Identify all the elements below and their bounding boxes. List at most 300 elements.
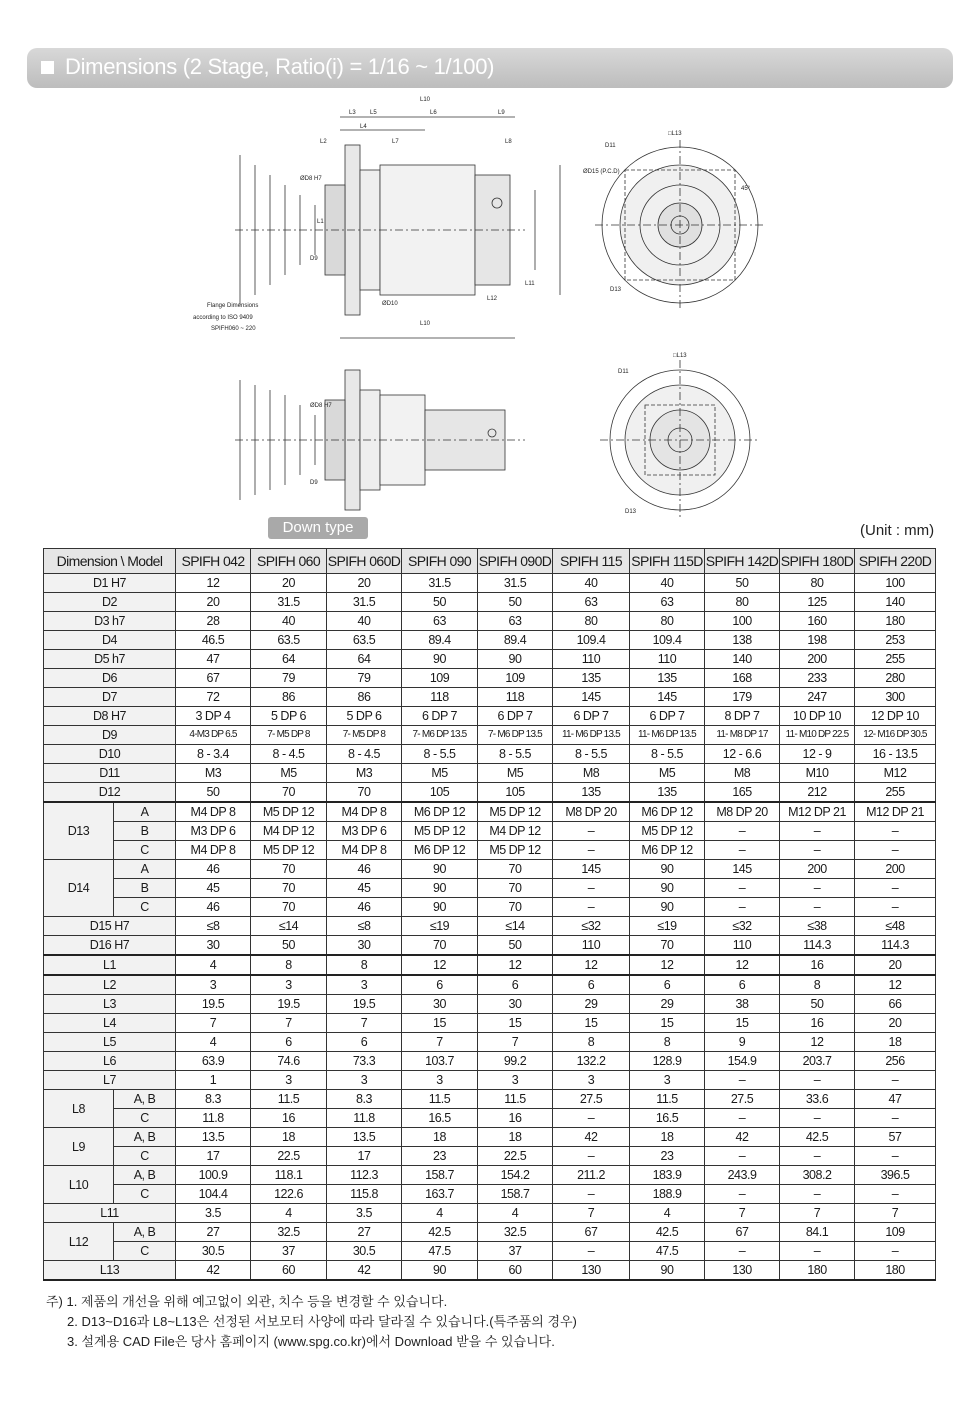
table-row: [44, 822, 936, 841]
value-cell: ≤14: [478, 917, 553, 936]
value-cell: 118.1: [251, 1166, 327, 1185]
value-cell: 70: [478, 860, 553, 879]
sub-type-label: C: [114, 1242, 176, 1261]
value-cell: 16: [780, 955, 855, 975]
model-header: SPIFH 142D: [705, 549, 780, 574]
dimension-label: L7: [44, 1071, 176, 1090]
value-cell: 46: [327, 898, 402, 917]
value-cell: 109.4: [553, 631, 630, 650]
value-cell: 212: [780, 783, 855, 803]
value-cell: 6 DP 7: [630, 707, 705, 726]
value-cell: 42.5: [402, 1223, 478, 1242]
table-row: [44, 745, 936, 764]
value-cell: 18: [402, 1128, 478, 1147]
value-cell: 3: [553, 1071, 630, 1090]
dimension-label: D4: [44, 631, 176, 650]
value-cell: 4: [176, 1033, 251, 1052]
value-cell: –: [780, 841, 855, 860]
dimension-label: D1 H7: [44, 574, 176, 593]
value-cell: M5 DP 12: [251, 802, 327, 822]
value-cell: 16 - 13.5: [855, 745, 936, 764]
value-cell: 32.5: [251, 1223, 327, 1242]
value-cell: 118: [402, 688, 478, 707]
value-cell: M4 DP 8: [176, 802, 251, 822]
value-cell: 22.5: [251, 1147, 327, 1166]
value-cell: 256: [855, 1052, 936, 1071]
value-cell: 89.4: [402, 631, 478, 650]
value-cell: 110: [630, 650, 705, 669]
value-cell: M10: [780, 764, 855, 783]
value-cell: M8 DP 20: [705, 802, 780, 822]
value-cell: 31.5: [251, 593, 327, 612]
value-cell: –: [705, 841, 780, 860]
value-cell: 18: [251, 1128, 327, 1147]
value-cell: 31.5: [402, 574, 478, 593]
value-cell: 12: [478, 955, 553, 975]
value-cell: M4 DP 12: [478, 822, 553, 841]
value-cell: –: [855, 1242, 936, 1261]
value-cell: 16: [478, 1109, 553, 1128]
value-cell: 16.5: [630, 1109, 705, 1128]
value-cell: 90: [630, 1261, 705, 1281]
value-cell: ≤14: [251, 917, 327, 936]
value-cell: 135: [553, 783, 630, 803]
dimension-label: L9: [44, 1128, 114, 1166]
value-cell: 32.5: [478, 1223, 553, 1242]
value-cell: 7: [327, 1014, 402, 1033]
value-cell: 168: [705, 669, 780, 688]
value-cell: 67: [176, 669, 251, 688]
value-cell: 90: [630, 860, 705, 879]
value-cell: M8: [553, 764, 630, 783]
label-d8: ØD8 H7: [300, 176, 322, 182]
table-row: [44, 975, 936, 995]
value-cell: 63.5: [327, 631, 402, 650]
table-row: [44, 995, 936, 1014]
value-cell: 17: [327, 1147, 402, 1166]
value-cell: 63: [630, 593, 705, 612]
value-cell: 42: [553, 1128, 630, 1147]
table-row: [44, 1223, 936, 1242]
dimension-label: D6: [44, 669, 176, 688]
value-cell: –: [855, 822, 936, 841]
table-row: [44, 1109, 936, 1128]
value-cell: 11- M10 DP 22.5: [780, 726, 855, 745]
dimension-label: L13: [44, 1261, 176, 1281]
value-cell: 4: [176, 955, 251, 975]
value-cell: –: [780, 879, 855, 898]
dimension-label: D5 h7: [44, 650, 176, 669]
value-cell: 165: [705, 783, 780, 803]
value-cell: 18: [478, 1128, 553, 1147]
value-cell: 40: [553, 574, 630, 593]
value-cell: 73.3: [327, 1052, 402, 1071]
value-cell: 27.5: [705, 1090, 780, 1109]
value-cell: 70: [630, 936, 705, 956]
label-l11: L11: [525, 281, 535, 287]
value-cell: 11.5: [402, 1090, 478, 1109]
value-cell: 11.5: [630, 1090, 705, 1109]
value-cell: –: [855, 841, 936, 860]
value-cell: M3 DP 6: [176, 822, 251, 841]
table-row: [44, 669, 936, 688]
value-cell: 8.3: [327, 1090, 402, 1109]
value-cell: 7: [705, 1204, 780, 1223]
value-cell: 18: [630, 1128, 705, 1147]
value-cell: M5 DP 12: [478, 802, 553, 822]
value-cell: 100.9: [176, 1166, 251, 1185]
value-cell: 140: [855, 593, 936, 612]
section-header: [27, 48, 953, 88]
value-cell: 12: [553, 955, 630, 975]
model-header: SPIFH 115: [553, 549, 630, 574]
value-cell: 30: [402, 995, 478, 1014]
value-cell: 138: [705, 631, 780, 650]
dimension-label: D9: [44, 726, 176, 745]
value-cell: 7: [855, 1204, 936, 1223]
value-cell: 8 - 5.5: [630, 745, 705, 764]
value-cell: 6: [478, 975, 553, 995]
value-cell: 300: [855, 688, 936, 707]
value-cell: 30.5: [176, 1242, 251, 1261]
flange-note-line1: Flange Dimensions: [207, 303, 259, 309]
value-cell: M5 DP 12: [251, 841, 327, 860]
dimension-label: L2: [44, 975, 176, 995]
value-cell: 74.6: [251, 1052, 327, 1071]
value-cell: 6: [553, 975, 630, 995]
value-cell: 30: [478, 995, 553, 1014]
value-cell: 11.8: [327, 1109, 402, 1128]
value-cell: 84.1: [780, 1223, 855, 1242]
label-l9: L9: [498, 110, 505, 116]
sub-type-label: C: [114, 841, 176, 860]
value-cell: 8: [780, 975, 855, 995]
value-cell: 8 - 4.5: [327, 745, 402, 764]
technical-drawing: [185, 95, 785, 540]
value-cell: 12: [630, 955, 705, 975]
value-cell: –: [855, 1109, 936, 1128]
value-cell: 163.7: [402, 1185, 478, 1204]
table-row: [44, 1014, 936, 1033]
value-cell: 66: [855, 995, 936, 1014]
value-cell: 70: [327, 783, 402, 803]
value-cell: 3: [402, 1071, 478, 1090]
value-cell: 6: [705, 975, 780, 995]
value-cell: 3: [251, 1071, 327, 1090]
value-cell: ≤32: [705, 917, 780, 936]
label-l8: L8: [505, 139, 512, 145]
value-cell: –: [553, 1109, 630, 1128]
table-row: [44, 898, 936, 917]
value-cell: 4: [402, 1204, 478, 1223]
value-cell: 180: [855, 1261, 936, 1281]
value-cell: 8.3: [176, 1090, 251, 1109]
value-cell: 128.9: [630, 1052, 705, 1071]
value-cell: 12: [855, 975, 936, 995]
value-cell: 6: [251, 1033, 327, 1052]
value-cell: 47.5: [630, 1242, 705, 1261]
value-cell: –: [780, 822, 855, 841]
dimension-label: D3 h7: [44, 612, 176, 631]
model-header: SPIFH 060D: [327, 549, 402, 574]
footnote-1: 주) 1. 제품의 개선을 위해 예고없이 외관, 치수 등을 변경할 수 있습니다.: [46, 1294, 448, 1309]
dimension-label: L10: [44, 1166, 114, 1204]
value-cell: 255: [855, 650, 936, 669]
value-cell: 70: [402, 936, 478, 956]
label-l2: L2: [320, 139, 327, 145]
value-cell: 3.5: [176, 1204, 251, 1223]
value-cell: 160: [780, 612, 855, 631]
value-cell: 115.8: [327, 1185, 402, 1204]
value-cell: M6 DP 12: [630, 841, 705, 860]
table-header-row: [44, 549, 936, 574]
value-cell: 109.4: [630, 631, 705, 650]
value-cell: 70: [251, 860, 327, 879]
value-cell: 247: [780, 688, 855, 707]
dimension-label: D11: [44, 764, 176, 783]
value-cell: 90: [402, 1261, 478, 1281]
value-cell: 70: [251, 898, 327, 917]
value-cell: 15: [553, 1014, 630, 1033]
value-cell: 42.5: [630, 1223, 705, 1242]
value-cell: 104.4: [176, 1185, 251, 1204]
value-cell: M3: [176, 764, 251, 783]
value-cell: 12 - 6.6: [705, 745, 780, 764]
value-cell: –: [553, 1242, 630, 1261]
value-cell: M4 DP 8: [176, 841, 251, 860]
table-corner-header: Dimension \ Model: [44, 549, 176, 574]
label-l1: L1: [317, 219, 324, 225]
table-row: [44, 1261, 936, 1281]
label-l13: □L13: [668, 131, 682, 137]
value-cell: M12 DP 21: [780, 802, 855, 822]
value-cell: –: [780, 1109, 855, 1128]
value-cell: 90: [630, 879, 705, 898]
dimension-label: L4: [44, 1014, 176, 1033]
value-cell: 253: [855, 631, 936, 650]
table-row: [44, 1090, 936, 1109]
value-cell: M5 DP 12: [630, 822, 705, 841]
value-cell: 12: [176, 574, 251, 593]
dimension-label: D15 H7: [44, 917, 176, 936]
table-row: [44, 631, 936, 650]
model-header: SPIFH 090D: [478, 549, 553, 574]
value-cell: –: [553, 1185, 630, 1204]
table-row: [44, 1185, 936, 1204]
value-cell: –: [705, 1071, 780, 1090]
flange-note-line2: according to ISO 9409: [193, 315, 253, 321]
dimension-label: L8: [44, 1090, 114, 1128]
value-cell: 308.2: [780, 1166, 855, 1185]
value-cell: 46: [327, 860, 402, 879]
sub-type-label: A, B: [114, 1223, 176, 1242]
value-cell: 6: [630, 975, 705, 995]
dimension-table: [43, 548, 936, 1281]
value-cell: 30.5: [327, 1242, 402, 1261]
table-row: [44, 802, 936, 822]
value-cell: M5: [402, 764, 478, 783]
value-cell: 12- M16 DP 30.5: [855, 726, 936, 745]
sub-type-label: A, B: [114, 1090, 176, 1109]
value-cell: 31.5: [478, 574, 553, 593]
value-cell: 105: [402, 783, 478, 803]
value-cell: 37: [478, 1242, 553, 1261]
value-cell: 90: [402, 898, 478, 917]
label-l12: L12: [487, 296, 498, 302]
value-cell: 27: [176, 1223, 251, 1242]
value-cell: M6 DP 12: [630, 802, 705, 822]
value-cell: ≤48: [855, 917, 936, 936]
value-cell: 42: [705, 1128, 780, 1147]
value-cell: 20: [855, 1014, 936, 1033]
value-cell: 23: [402, 1147, 478, 1166]
value-cell: 86: [251, 688, 327, 707]
value-cell: 11- M8 DP 17: [705, 726, 780, 745]
value-cell: 42.5: [780, 1128, 855, 1147]
value-cell: 7: [176, 1014, 251, 1033]
label-d11: D11: [605, 143, 616, 149]
value-cell: 31.5: [327, 593, 402, 612]
value-cell: M5 DP 12: [402, 822, 478, 841]
value-cell: 105: [478, 783, 553, 803]
model-header: SPIFH 180D: [780, 549, 855, 574]
value-cell: 154.9: [705, 1052, 780, 1071]
table-row: [44, 1052, 936, 1071]
value-cell: 79: [251, 669, 327, 688]
value-cell: 5 DP 6: [251, 707, 327, 726]
label-angle: 45°: [741, 186, 751, 192]
value-cell: 47.5: [402, 1242, 478, 1261]
value-cell: 135: [553, 669, 630, 688]
value-cell: 15: [402, 1014, 478, 1033]
table-row: [44, 574, 936, 593]
value-cell: ≤38: [780, 917, 855, 936]
model-header: SPIFH 090: [402, 549, 478, 574]
value-cell: 17: [176, 1147, 251, 1166]
value-cell: 89.4: [478, 631, 553, 650]
value-cell: 70: [251, 783, 327, 803]
value-cell: 109: [855, 1223, 936, 1242]
value-cell: 50: [705, 574, 780, 593]
value-cell: 130: [705, 1261, 780, 1281]
value-cell: 4-M3 DP 6.5: [176, 726, 251, 745]
value-cell: 8 - 5.5: [553, 745, 630, 764]
value-cell: 135: [630, 669, 705, 688]
value-cell: 46: [176, 898, 251, 917]
value-cell: 6 DP 7: [402, 707, 478, 726]
value-cell: 8 - 5.5: [478, 745, 553, 764]
value-cell: 12 DP 10: [855, 707, 936, 726]
unit-label: (Unit : mm): [860, 522, 935, 539]
value-cell: 86: [327, 688, 402, 707]
value-cell: 7: [553, 1204, 630, 1223]
table-row: [44, 1033, 936, 1052]
value-cell: 396.5: [855, 1166, 936, 1185]
value-cell: 158.7: [402, 1166, 478, 1185]
value-cell: 11.5: [478, 1090, 553, 1109]
value-cell: 180: [855, 612, 936, 631]
value-cell: 64: [327, 650, 402, 669]
value-cell: 3: [478, 1071, 553, 1090]
label-l10: L10: [420, 97, 431, 103]
value-cell: 33.6: [780, 1090, 855, 1109]
value-cell: 60: [251, 1261, 327, 1281]
value-cell: 40: [630, 574, 705, 593]
label-d13-bottom: D13: [625, 509, 637, 515]
value-cell: 8: [251, 955, 327, 975]
table-row: [44, 707, 936, 726]
label-l10-bottom: L10: [420, 321, 431, 327]
value-cell: M12 DP 21: [855, 802, 936, 822]
dimension-label: L11: [44, 1204, 176, 1223]
value-cell: 63: [402, 612, 478, 631]
value-cell: 255: [855, 783, 936, 803]
value-cell: –: [780, 1242, 855, 1261]
value-cell: 100: [705, 612, 780, 631]
value-cell: 118: [478, 688, 553, 707]
value-cell: 125: [780, 593, 855, 612]
value-cell: 19.5: [176, 995, 251, 1014]
dimension-label: D2: [44, 593, 176, 612]
value-cell: 70: [251, 879, 327, 898]
dimension-label: D13: [44, 802, 114, 860]
flange-note-line3: SPIFH060 ~ 220: [211, 326, 256, 332]
value-cell: 12 - 9: [780, 745, 855, 764]
dimension-label: L6: [44, 1052, 176, 1071]
value-cell: 7: [402, 1033, 478, 1052]
value-cell: 11.8: [176, 1109, 251, 1128]
value-cell: –: [553, 841, 630, 860]
table-row: [44, 936, 936, 956]
value-cell: 15: [705, 1014, 780, 1033]
table-row: [44, 1166, 936, 1185]
sub-type-label: A: [114, 860, 176, 879]
label-d15: ØD15 (P.C.D): [583, 169, 620, 175]
table-row: [44, 593, 936, 612]
value-cell: 5 DP 6: [327, 707, 402, 726]
value-cell: M6 DP 12: [402, 841, 478, 860]
dimension-label: D16 H7: [44, 936, 176, 956]
value-cell: M4 DP 12: [251, 822, 327, 841]
value-cell: 7- M5 DP 8: [327, 726, 402, 745]
value-cell: 80: [553, 612, 630, 631]
dimension-label: D7: [44, 688, 176, 707]
value-cell: 70: [478, 898, 553, 917]
value-cell: –: [705, 1109, 780, 1128]
value-cell: 15: [478, 1014, 553, 1033]
value-cell: 6 DP 7: [553, 707, 630, 726]
label-d9: D9: [310, 256, 318, 262]
value-cell: 23: [630, 1147, 705, 1166]
value-cell: 7- M6 DP 13.5: [402, 726, 478, 745]
value-cell: 79: [327, 669, 402, 688]
value-cell: 4: [478, 1204, 553, 1223]
value-cell: 200: [855, 860, 936, 879]
value-cell: 140: [705, 650, 780, 669]
value-cell: –: [855, 1147, 936, 1166]
value-cell: 1: [176, 1071, 251, 1090]
value-cell: –: [780, 1185, 855, 1204]
value-cell: 20: [176, 593, 251, 612]
value-cell: ≤8: [176, 917, 251, 936]
value-cell: 110: [553, 936, 630, 956]
value-cell: 50: [176, 783, 251, 803]
value-cell: –: [553, 1147, 630, 1166]
value-cell: 8 - 3.4: [176, 745, 251, 764]
value-cell: 12: [780, 1033, 855, 1052]
value-cell: 70: [478, 879, 553, 898]
dimension-label: D10: [44, 745, 176, 764]
